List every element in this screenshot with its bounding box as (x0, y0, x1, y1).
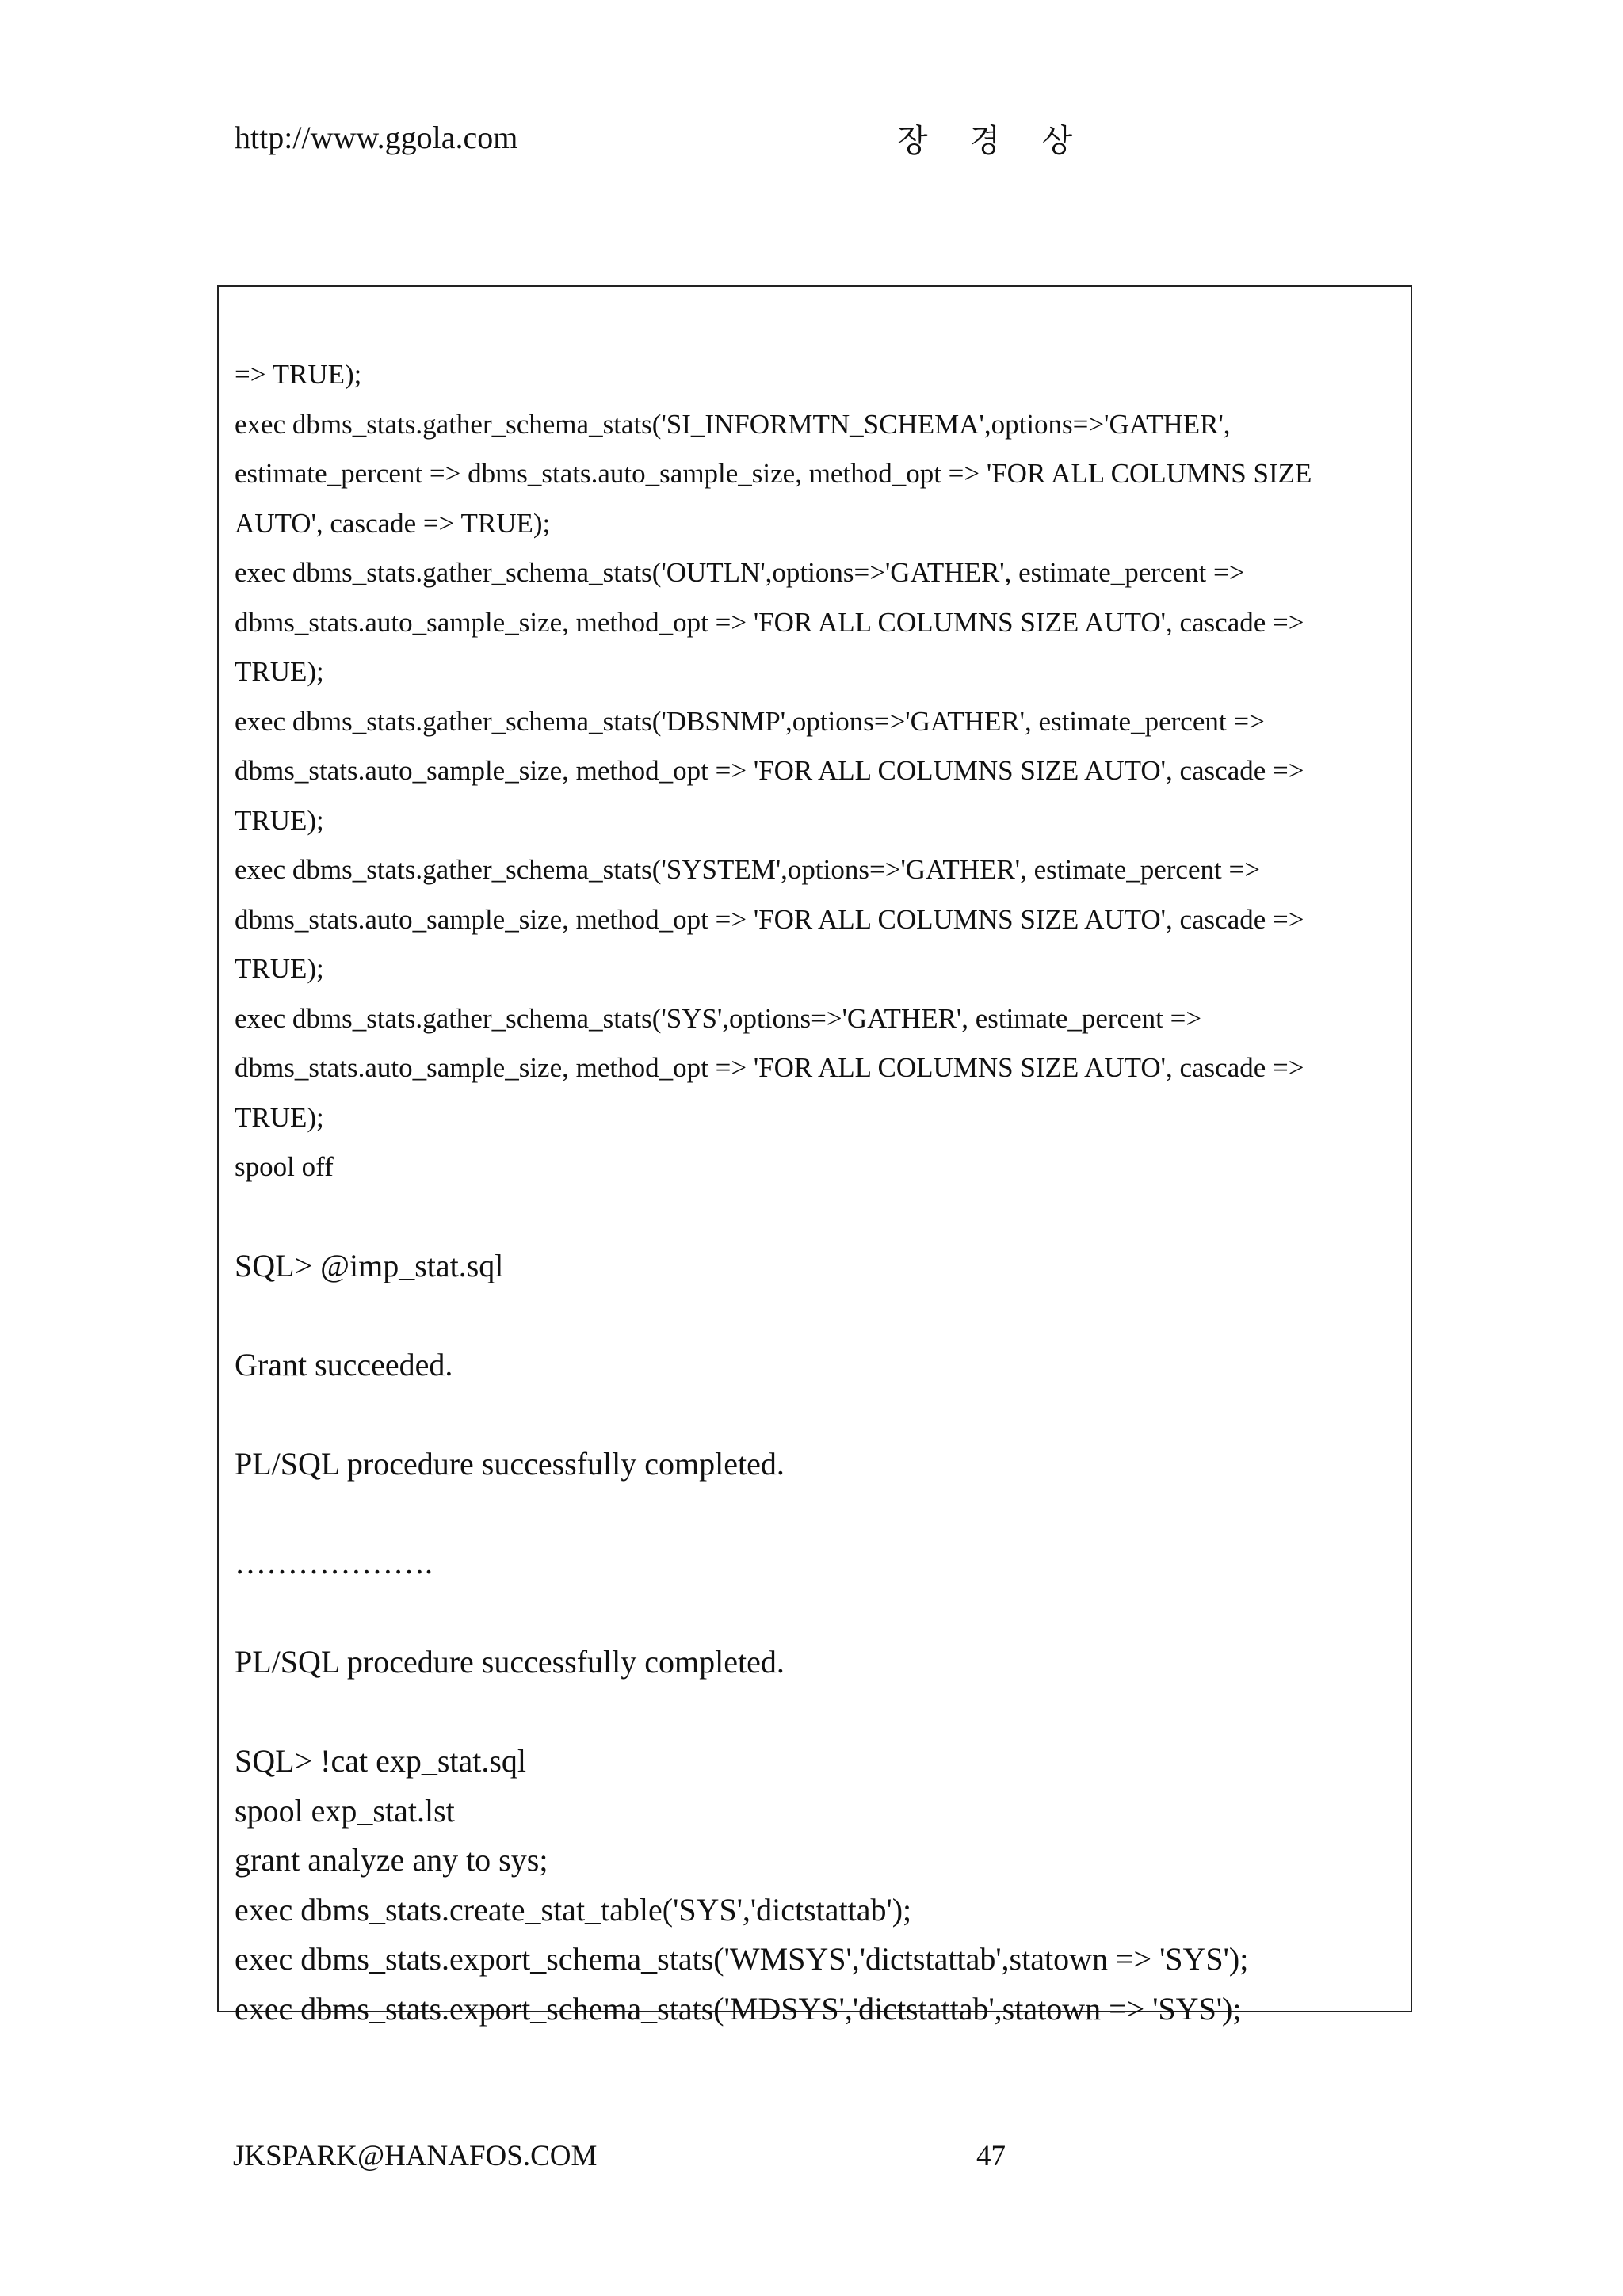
footer-email: JKSPARK@HANAFOS.COM (233, 2140, 598, 2172)
code-line: dbms_stats.auto_sample_size, method_opt => 'FOR ALL COLUMNS SIZE AUTO', cascade => (235, 755, 1304, 786)
code-line: dbms_stats.auto_sample_size, method_opt => 'FOR ALL COLUMNS SIZE AUTO', cascade => (235, 903, 1304, 935)
code-line: exec dbms_stats.export_schema_stats('WMSYS','dictstattab',statown => 'SYS'); (235, 1941, 1249, 1977)
code-line: TRUE); (235, 953, 324, 984)
code-box (217, 285, 1412, 2027)
code-line (235, 1291, 1403, 1341)
header-author: 장 경 상 (897, 123, 1089, 159)
code-line: AUTO', cascade => TRUE); (235, 507, 551, 539)
code-line: TRUE); (235, 804, 324, 836)
code-line: TRUE); (235, 1101, 324, 1133)
code-line: PL/SQL procedure successfully completed. (235, 1644, 785, 1680)
code-line: estimate_percent => dbms_stats.auto_sample_size, method_opt => 'FOR ALL COLUMNS SIZE (235, 458, 1312, 489)
code-line: dbms_stats.auto_sample_size, method_opt => 'FOR ALL COLUMNS SIZE AUTO', cascade => (235, 606, 1304, 638)
code-line: grant analyze any to sys; (235, 1842, 548, 1878)
code-line (235, 1688, 1403, 1737)
page-number: 47 (976, 2140, 1006, 2172)
code-line: spool off (235, 1151, 334, 1182)
code-line: spool exp_stat.lst (235, 1792, 455, 1829)
code-line: dbms_stats.auto_sample_size, method_opt => 'FOR ALL COLUMNS SIZE AUTO', cascade => (235, 1052, 1304, 1083)
code-line (235, 1489, 1403, 1539)
code-line: exec dbms_stats.gather_schema_stats('OUTLN',options=>'GATHER', estimate_percent => (235, 557, 1245, 588)
code-line: exec dbms_stats.gather_schema_stats('DBSNMP',options=>'GATHER', estimate_percent => (235, 705, 1265, 737)
code-line: exec dbms_stats.export_schema_stats('MDSYS','dictstattab',statown => 'SYS'); (235, 1990, 1242, 2027)
code-line: PL/SQL procedure successfully completed. (235, 1446, 785, 1482)
code-line: ………………. (235, 1545, 433, 1581)
header-url: http://www.ggola.com (235, 120, 518, 155)
code-line: exec dbms_stats.gather_schema_stats('SYS',options=>'GATHER', estimate_percent => (235, 1002, 1202, 1034)
code-line: Grant succeeded. (235, 1347, 453, 1383)
code-line (235, 1589, 1403, 1638)
code-line: exec dbms_stats.create_stat_table('SYS','dictstattab'); (235, 1891, 912, 1928)
code-line (235, 1390, 1403, 1440)
code-line: exec dbms_stats.gather_schema_stats('SYSTEM',options=>'GATHER', estimate_percent => (235, 854, 1260, 885)
code-line: TRUE); (235, 656, 324, 687)
code-line (235, 1192, 1403, 1242)
code-line: SQL> !cat exp_stat.sql (235, 1743, 527, 1779)
code-line: exec dbms_stats.gather_schema_stats('SI_INFORMTN_SCHEMA',options=>'GATHER', (235, 408, 1231, 440)
code-lines (235, 350, 1403, 2034)
code-line: => TRUE); (235, 359, 362, 390)
code-line: SQL> @imp_stat.sql (235, 1248, 504, 1283)
